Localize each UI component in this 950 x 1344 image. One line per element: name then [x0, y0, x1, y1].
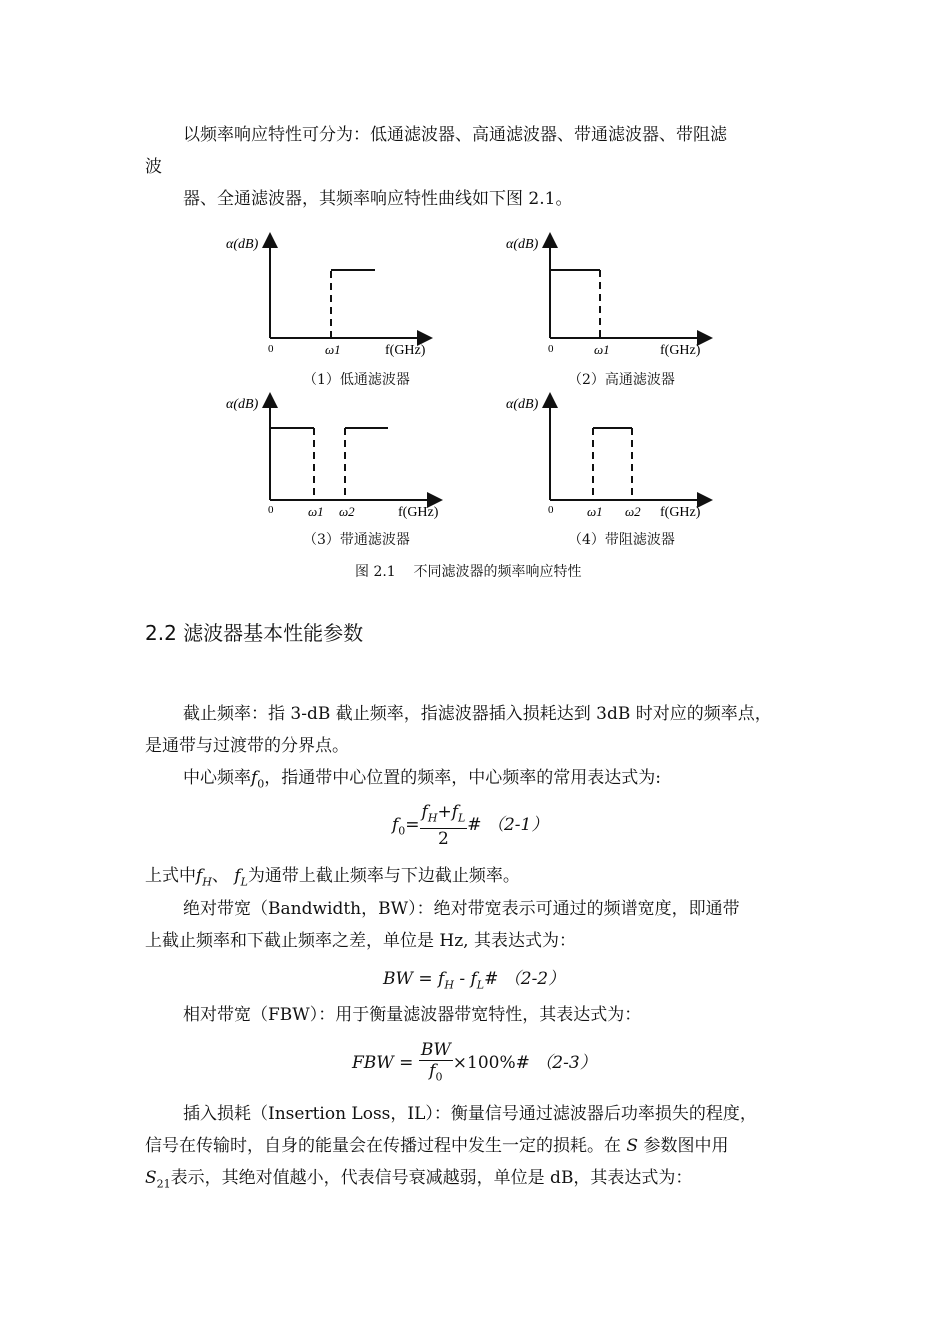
- panel-3-y-label: α(dB): [226, 397, 259, 412]
- panel-2-x-label: f(GHz): [660, 343, 701, 358]
- eq2-fl-sub: L: [476, 978, 485, 992]
- eq3-fraction: [419, 1040, 453, 1087]
- bw-line-1: 绝对带宽（Bandwidth，BW）：绝对带宽表示可通过的频谱宽度，即通带: [183, 899, 740, 919]
- equation-2-1: $f_0=$ $\frac{f_H+f_L}{2}$ # （2-1）: [392, 802, 549, 850]
- panel-4-x-label: f(GHz): [660, 505, 701, 520]
- panel-3-chart: [226, 397, 439, 520]
- panel-1-x-label: f(GHz): [385, 343, 426, 358]
- panel-2-origin: 0: [548, 343, 554, 355]
- il-line-2: [145, 1135, 728, 1157]
- above-fl-sub: L: [240, 875, 248, 889]
- fbw-line-1: 相对带宽（FBW）：用于衡量滤波器带宽特性，其表达式为：: [183, 1005, 642, 1025]
- panel-2-caption: （2）高通滤波器: [568, 372, 675, 388]
- panel-1-omega1: ω1: [325, 342, 341, 357]
- center-line: [183, 767, 661, 795]
- panel-1-caption: （1）低通滤波器: [303, 372, 410, 388]
- eq1-fraction: $\frac{f_H+f_L}{2}$: [421, 802, 466, 850]
- intro-line-3: 器、全通滤波器，其频率响应特性曲线如下图 2.1。: [183, 189, 573, 209]
- equation-2-2: BW = $f_H$ - $f_L\#$ （2-2）: [383, 969, 566, 992]
- panel-4-y-label: α(dB): [506, 397, 539, 412]
- il-s21-symbol: S: [145, 1168, 157, 1188]
- eq3-label: （2-3）: [535, 1053, 597, 1074]
- bw-line-2: 上截止频率和下截止频率之差，单位是 Hz, 其表达式为：: [145, 931, 576, 951]
- above-text-b: 、: [211, 866, 229, 886]
- above-fh: f: [196, 866, 203, 886]
- eq2-label: （2-2）: [503, 969, 566, 989]
- il-text-2a: 信号在传输时，自身的能量会在传播过程中发生一定的损耗。在: [145, 1136, 627, 1156]
- intro-line-2: 波: [145, 157, 162, 177]
- eq2-fl: f: [470, 969, 477, 989]
- eq1-f0-sub: 0: [398, 824, 406, 838]
- eq3-numerator: BW: [420, 1040, 451, 1060]
- eq3-hash: #: [515, 1053, 530, 1074]
- center-f-subscript: 0: [257, 777, 265, 791]
- panel-1-chart: [226, 237, 426, 358]
- section-heading: 2.2 滤波器基本性能参数: [145, 621, 364, 645]
- il-line-1: 插入损耗（Insertion Loss，IL）：衡量信号通过滤波器后功率损失的程度，: [183, 1104, 757, 1124]
- panel-2-y-label: α(dB): [506, 237, 539, 252]
- panel-4-caption: （4）带阻滤波器: [568, 532, 675, 548]
- center-f-symbol: f: [251, 768, 258, 788]
- above-fl: f: [234, 866, 241, 886]
- cutoff-line-1: 截止频率：指 3-dB 截止频率，指滤波器插入损耗达到 3dB 时对应的频率点，: [183, 704, 772, 724]
- eq3-f0-sub: 0: [435, 1070, 443, 1084]
- eq3-times-100: ×100%: [452, 1053, 516, 1074]
- eq2-bw: BW: [383, 969, 413, 989]
- panel-2-omega1: ω1: [594, 342, 610, 357]
- panel-1-origin: 0: [268, 343, 274, 355]
- panel-3-omega1: ω1: [308, 504, 324, 519]
- il-line-3: [145, 1167, 692, 1195]
- panel-3-omega2: ω2: [339, 504, 355, 519]
- panel-3-x-label: f(GHz): [398, 505, 439, 520]
- above-fh-sub: H: [202, 875, 212, 889]
- panel-3-caption: （3）带通滤波器: [303, 532, 410, 548]
- above-text-c: 为通带上截止频率与下边截止频率。: [247, 866, 520, 886]
- eq3-f0: f: [429, 1061, 436, 1081]
- eq2-fh: f: [438, 969, 445, 989]
- panel-2-chart: [506, 237, 705, 358]
- il-s21-subscript: 21: [156, 1177, 171, 1191]
- eq1-fh-sub: H: [427, 811, 438, 825]
- figure-caption: 图 2.1 不同滤波器的频率响应特性: [355, 564, 582, 580]
- panel-4-chart: [506, 397, 705, 520]
- above-text-a: 上式中: [145, 866, 196, 886]
- eq1-denominator: 2: [438, 829, 449, 850]
- equation-2-3: FBW = $\frac{BW}{f_0}$ ×100%# （2-3）: [352, 1040, 597, 1087]
- eq1-label: （2-1）: [486, 815, 549, 836]
- eq1-fl: f: [451, 802, 458, 822]
- panel-4-omega1: ω1: [587, 504, 603, 519]
- panel-4-omega2: ω2: [625, 504, 641, 519]
- panel-3-origin: 0: [268, 504, 274, 516]
- above-line: [145, 865, 520, 893]
- eq1-fh: f: [421, 802, 428, 822]
- eq2-hash: #: [484, 969, 499, 989]
- il-text-2c: 参数图中用: [638, 1136, 729, 1156]
- center-text-b: ，指通带中心位置的频率，中心频率的常用表达式为:: [264, 768, 662, 788]
- intro-line-1: 以频率响应特性可分为：低通滤波器、高通滤波器、带通滤波器、带阻滤: [183, 125, 727, 145]
- il-s-symbol: S: [626, 1136, 639, 1156]
- center-text-a: 中心频率: [183, 768, 251, 788]
- eq1-hash: #: [467, 815, 482, 836]
- eq1-f0: f: [392, 815, 399, 836]
- il-text-3c: 表示，其绝对值越小，代表信号衰减越弱，单位是 dB，其表达式为：: [170, 1168, 693, 1188]
- eq3-fbw: FBW: [352, 1053, 394, 1074]
- eq2-fh-sub: H: [444, 978, 454, 992]
- panel-1-y-label: α(dB): [226, 237, 259, 252]
- cutoff-line-2: 是通带与过渡带的分界点。: [145, 736, 349, 756]
- eq1-fl-sub: L: [457, 811, 466, 825]
- panel-4-origin: 0: [548, 504, 554, 516]
